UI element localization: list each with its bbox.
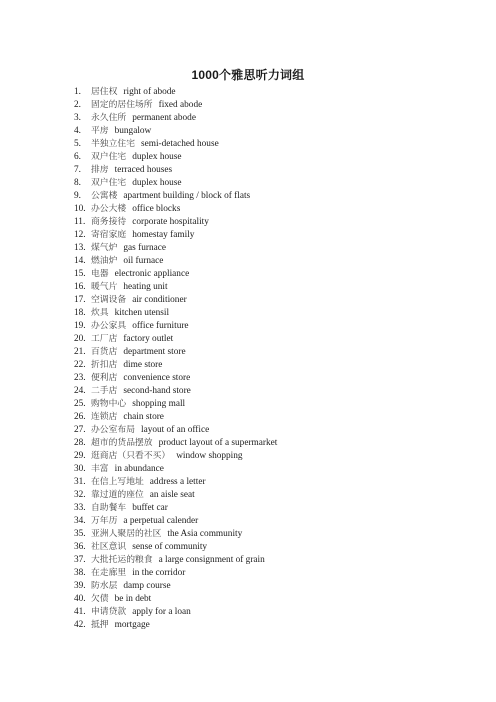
list-item <box>74 320 277 333</box>
english-phrase: heating unit <box>123 282 168 292</box>
english-phrase: right of abode <box>123 87 176 97</box>
item-number: 13. <box>74 243 86 253</box>
chinese-term: 欠债 <box>91 594 109 604</box>
english-phrase: mortgage <box>114 620 150 630</box>
english-phrase: in abundance <box>114 464 164 474</box>
chinese-term: 固定的居住场所 <box>91 100 153 110</box>
list-item <box>74 593 277 606</box>
item-number: 36. <box>74 542 86 552</box>
chinese-term: 电器 <box>91 269 109 279</box>
list-item <box>74 333 277 346</box>
chinese-term: 暖气片 <box>91 282 118 292</box>
list-item <box>74 372 277 385</box>
item-number: 5. <box>74 139 81 149</box>
item-number: 15. <box>74 269 86 279</box>
item-number: 21. <box>74 347 86 357</box>
item-number: 27. <box>74 425 86 435</box>
chinese-term: 煤气炉 <box>91 243 118 253</box>
chinese-term: 办公室布局 <box>91 425 135 435</box>
chinese-term: 大批托运的粮食 <box>91 555 153 565</box>
item-number: 3. <box>74 113 81 123</box>
english-phrase: the Asia community <box>167 529 243 539</box>
item-number: 37. <box>74 555 86 565</box>
chinese-term: 办公大楼 <box>91 204 127 214</box>
chinese-term: 居住权 <box>91 87 118 97</box>
chinese-term: 亚洲人聚居的社区 <box>91 529 162 539</box>
list-item <box>74 424 277 437</box>
list-item <box>74 567 277 580</box>
english-phrase: sense of community <box>132 542 208 552</box>
item-number: 10. <box>74 204 86 214</box>
list-item <box>74 359 277 372</box>
english-phrase: chain store <box>123 412 164 422</box>
list-item <box>74 216 277 229</box>
item-number: 16. <box>74 282 86 292</box>
english-phrase: oil furnace <box>123 256 164 266</box>
english-phrase: duplex house <box>132 152 182 162</box>
chinese-term: 逛商店（只看不买） <box>91 451 171 461</box>
list-item <box>74 125 277 138</box>
item-number: 34. <box>74 516 86 526</box>
list-item <box>74 502 277 515</box>
item-number: 14. <box>74 256 86 266</box>
chinese-term: 万年历 <box>91 516 118 526</box>
list-item <box>74 203 277 216</box>
english-phrase: second-hand store <box>123 386 191 396</box>
chinese-term: 办公家具 <box>91 321 127 331</box>
item-number: 1. <box>74 87 81 97</box>
chinese-term: 防水层 <box>91 581 118 591</box>
list-item <box>74 385 277 398</box>
english-phrase: permanent abode <box>132 113 196 123</box>
english-phrase: bungalow <box>114 126 152 136</box>
chinese-term: 空调设备 <box>91 295 127 305</box>
list-item <box>74 619 277 632</box>
english-phrase: in the corridor <box>132 568 186 578</box>
chinese-term: 社区意识 <box>91 542 127 552</box>
chinese-term: 燃油炉 <box>91 256 118 266</box>
english-phrase: semi-detached house <box>141 139 219 149</box>
chinese-term: 连锁店 <box>91 412 118 422</box>
list-item <box>74 99 277 112</box>
list-item <box>74 541 277 554</box>
english-phrase: department store <box>123 347 186 357</box>
list-item <box>74 112 277 125</box>
item-number: 25. <box>74 399 86 409</box>
english-phrase: layout of an office <box>141 425 210 435</box>
chinese-term: 抵押 <box>91 620 109 630</box>
chinese-term: 丰富 <box>91 464 109 474</box>
english-phrase: buffet car <box>132 503 168 513</box>
chinese-term: 平房 <box>91 126 109 136</box>
english-phrase: homestay family <box>132 230 195 240</box>
list-item <box>74 255 277 268</box>
item-number: 2. <box>74 100 81 110</box>
english-phrase: air conditioner <box>132 295 187 305</box>
item-number: 28. <box>74 438 86 448</box>
english-phrase: a large consignment of grain <box>158 555 265 565</box>
english-phrase: office blocks <box>132 204 181 214</box>
english-phrase: address a letter <box>149 477 206 487</box>
english-phrase: duplex house <box>132 178 182 188</box>
item-number: 6. <box>74 152 81 162</box>
english-phrase: corporate hospitality <box>132 217 209 227</box>
list-item <box>74 346 277 359</box>
list-item <box>74 151 277 164</box>
english-phrase: product layout of a supermarket <box>158 438 278 448</box>
english-phrase: kitchen utensil <box>114 308 170 318</box>
list-item <box>74 242 277 255</box>
list-item <box>74 138 277 151</box>
english-phrase: convenience store <box>123 373 191 383</box>
list-item <box>74 164 277 177</box>
item-number: 18. <box>74 308 86 318</box>
item-number: 9. <box>74 191 81 201</box>
list-item <box>74 437 277 450</box>
item-number: 42. <box>74 620 86 630</box>
chinese-term: 排房 <box>91 165 109 175</box>
item-number: 11. <box>74 217 86 227</box>
chinese-term: 炊具 <box>91 308 109 318</box>
english-phrase: office furniture <box>132 321 189 331</box>
english-phrase: terraced houses <box>114 165 173 175</box>
chinese-term: 超市的货品摆放 <box>91 438 153 448</box>
item-number: 8. <box>74 178 81 188</box>
list-item <box>74 450 277 463</box>
chinese-term: 双户住宅 <box>91 178 127 188</box>
english-phrase: a perpetual calender <box>123 516 199 526</box>
english-phrase: apply for a loan <box>132 607 191 617</box>
english-phrase: dime store <box>123 360 163 370</box>
chinese-term: 购物中心 <box>91 399 127 409</box>
item-number: 4. <box>74 126 81 136</box>
english-phrase: shopping mall <box>132 399 186 409</box>
item-number: 32. <box>74 490 86 500</box>
item-number: 17. <box>74 295 86 305</box>
list-item <box>74 268 277 281</box>
english-phrase: fixed abode <box>158 100 203 110</box>
item-number: 19. <box>74 321 86 331</box>
item-number: 24. <box>74 386 86 396</box>
list-item <box>74 398 277 411</box>
item-number: 7. <box>74 165 81 175</box>
item-number: 30. <box>74 464 86 474</box>
chinese-term: 商务接待 <box>91 217 127 227</box>
list-item <box>74 190 277 203</box>
item-number: 12. <box>74 230 86 240</box>
item-number: 23. <box>74 373 86 383</box>
item-number: 33. <box>74 503 86 513</box>
item-number: 29. <box>74 451 86 461</box>
english-phrase: gas furnace <box>123 243 166 253</box>
english-phrase: factory outlet <box>123 334 174 344</box>
list-item <box>74 281 277 294</box>
list-item <box>74 229 277 242</box>
chinese-term: 申请贷款 <box>91 607 127 617</box>
chinese-term: 公寓楼 <box>91 191 118 201</box>
list-item <box>74 554 277 567</box>
chinese-term: 双户住宅 <box>91 152 127 162</box>
chinese-term: 靠过道的座位 <box>91 490 144 500</box>
chinese-term: 寄宿家庭 <box>91 230 127 240</box>
list-item <box>74 606 277 619</box>
chinese-term: 工厂店 <box>91 334 118 344</box>
list-item <box>74 528 277 541</box>
chinese-term: 便利店 <box>91 373 118 383</box>
list-item <box>74 489 277 502</box>
chinese-term: 在信上写地址 <box>91 477 144 487</box>
chinese-term: 自助餐车 <box>91 503 127 513</box>
list-item <box>74 307 277 320</box>
chinese-term: 百货店 <box>91 347 118 357</box>
list-item <box>74 294 277 307</box>
vocab-list <box>74 86 277 632</box>
list-item <box>74 463 277 476</box>
chinese-term: 永久住所 <box>91 113 127 123</box>
item-number: 20. <box>74 334 86 344</box>
item-number: 31. <box>74 477 86 487</box>
item-number: 26. <box>74 412 86 422</box>
item-number: 22. <box>74 360 86 370</box>
english-phrase: window shopping <box>176 451 243 461</box>
list-item <box>74 177 277 190</box>
list-item <box>74 86 277 99</box>
list-item <box>74 476 277 489</box>
page-title: 1000个雅思听力词组 <box>191 68 305 82</box>
english-phrase: damp course <box>123 581 171 591</box>
item-number: 40. <box>74 594 86 604</box>
list-item <box>74 515 277 528</box>
english-phrase: be in debt <box>114 594 152 604</box>
item-number: 35. <box>74 529 86 539</box>
list-item <box>74 580 277 593</box>
chinese-term: 在走廊里 <box>91 568 127 578</box>
item-number: 38. <box>74 568 86 578</box>
english-phrase: apartment building / block of flats <box>123 191 251 201</box>
list-item <box>74 411 277 424</box>
english-phrase: electronic appliance <box>114 269 190 279</box>
item-number: 41. <box>74 607 86 617</box>
chinese-term: 半独立住宅 <box>91 139 135 149</box>
chinese-term: 二手店 <box>91 386 118 396</box>
chinese-term: 折扣店 <box>91 360 118 370</box>
english-phrase: an aisle seat <box>149 490 195 500</box>
item-number: 39. <box>74 581 86 591</box>
